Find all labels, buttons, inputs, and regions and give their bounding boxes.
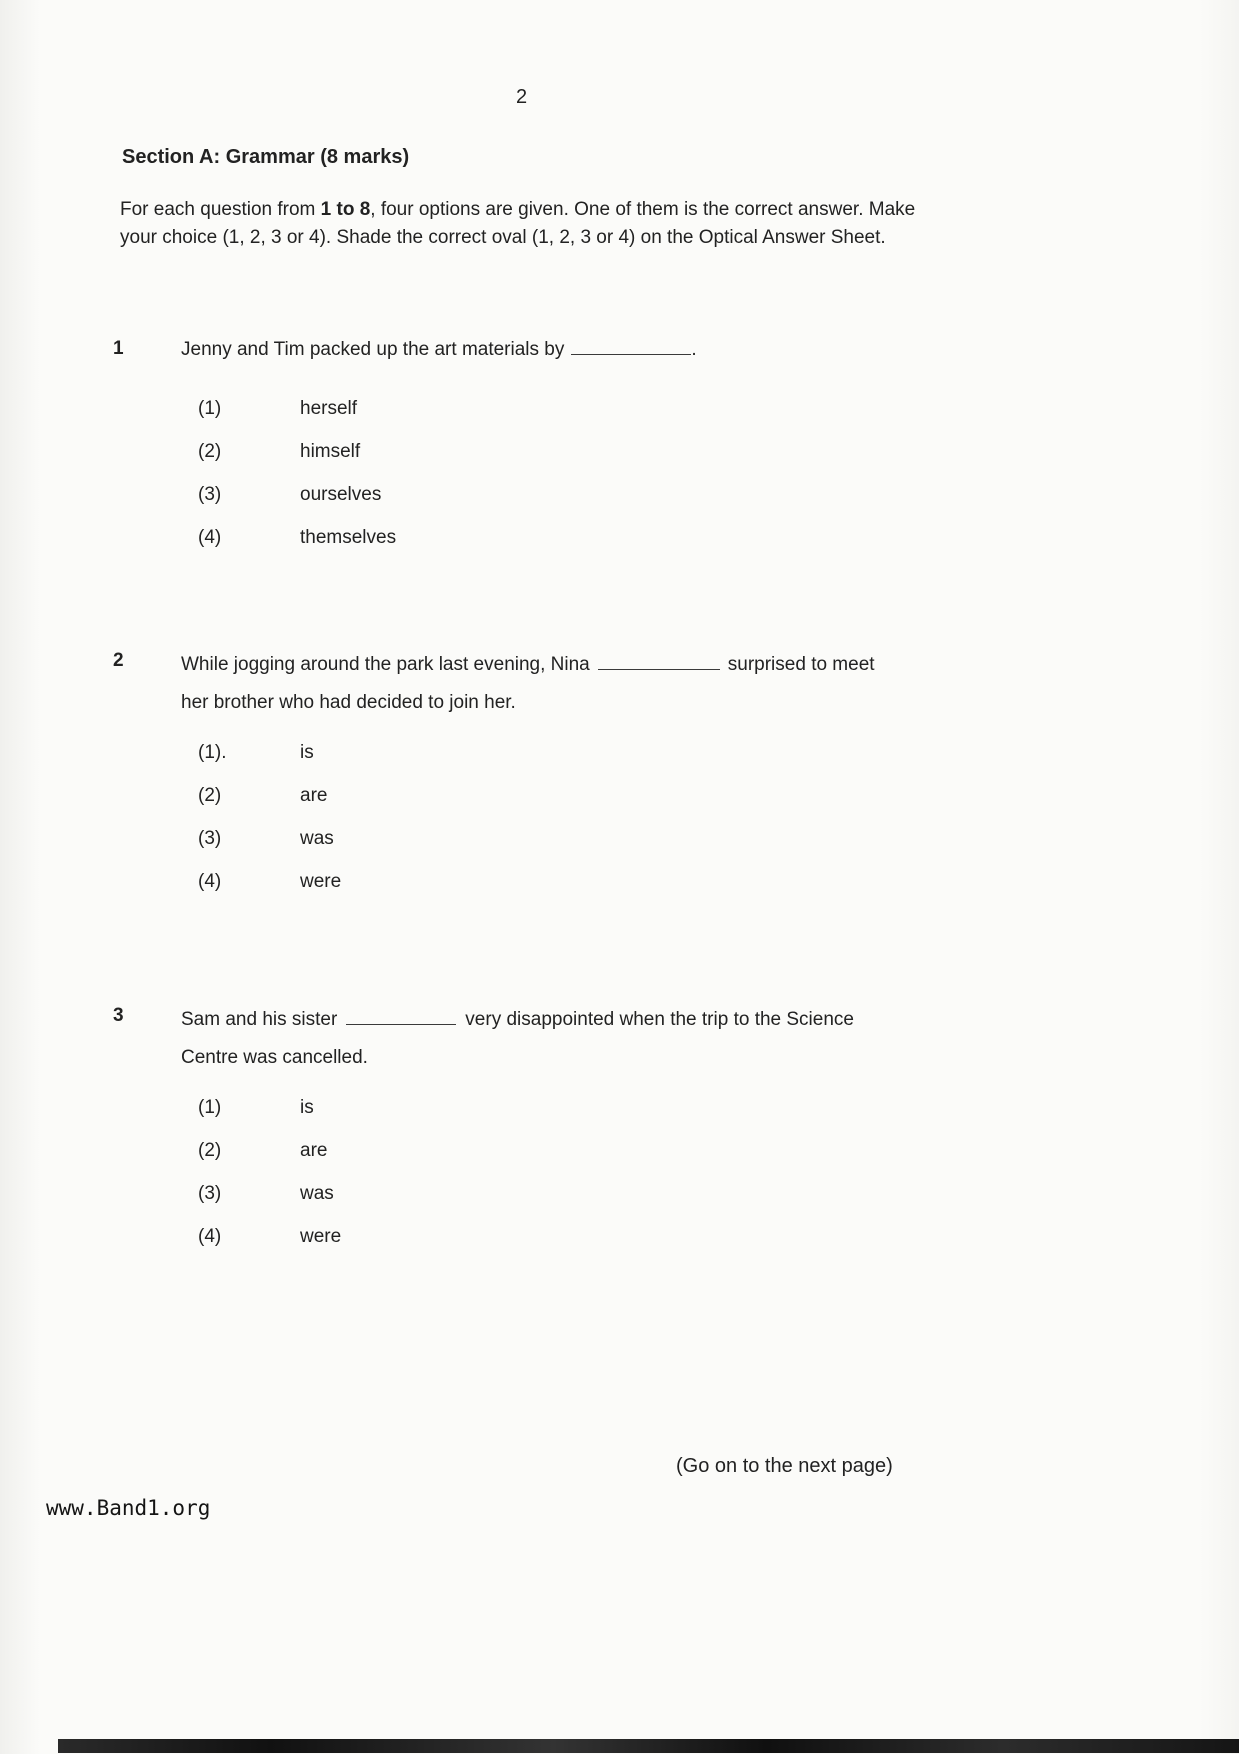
option-row bbox=[198, 1179, 933, 1208]
options-list bbox=[198, 738, 933, 896]
option-text: herself bbox=[300, 398, 358, 419]
question-text-after: surprised to meet her brother who had decided to join her. bbox=[181, 654, 875, 713]
question-1 bbox=[113, 334, 933, 566]
option-text: ourselves bbox=[300, 484, 382, 505]
option-row bbox=[198, 437, 933, 466]
option-label: (2) bbox=[198, 441, 222, 462]
option-label: (1) bbox=[198, 398, 222, 419]
question-text-before: Sam and his sister bbox=[181, 1009, 338, 1030]
option-text: themselves bbox=[300, 527, 397, 548]
question-number: 1 bbox=[113, 338, 124, 359]
question-text-before: Jenny and Tim packed up the art materials by bbox=[181, 339, 565, 360]
answer-blank bbox=[598, 649, 720, 670]
option-label: (1). bbox=[198, 742, 227, 763]
instructions bbox=[120, 196, 938, 252]
option-label: (4) bbox=[198, 527, 222, 548]
question-2 bbox=[113, 646, 933, 910]
option-text: were bbox=[300, 1226, 342, 1247]
option-label: (4) bbox=[198, 871, 222, 892]
options-list bbox=[198, 394, 933, 552]
section-title: Section A: Grammar (8 marks) bbox=[122, 146, 410, 168]
question-text-after: very disappointed when the trip to the Science Centre was cancelled. bbox=[181, 1009, 854, 1068]
question-text bbox=[181, 646, 905, 722]
option-label: (1) bbox=[198, 1097, 222, 1118]
option-text: himself bbox=[300, 441, 361, 462]
question-text bbox=[181, 1001, 867, 1077]
option-text: were bbox=[300, 871, 342, 892]
option-text: is bbox=[300, 742, 314, 763]
option-row bbox=[198, 480, 933, 509]
option-label: (3) bbox=[198, 828, 222, 849]
options-list bbox=[198, 1093, 933, 1251]
answer-blank bbox=[571, 334, 691, 355]
instructions-part-bold: 1 to 8 bbox=[320, 199, 371, 220]
instructions-part-1: For each question from bbox=[120, 199, 321, 220]
option-text: are bbox=[300, 785, 328, 806]
watermark: www.Band1.org bbox=[46, 1496, 211, 1520]
question-text-before: While jogging around the park last evening, Nina bbox=[181, 654, 590, 675]
option-text: was bbox=[300, 828, 334, 849]
option-row bbox=[198, 738, 933, 767]
option-label: (2) bbox=[198, 1140, 222, 1161]
option-row bbox=[198, 1093, 933, 1122]
option-row bbox=[198, 824, 933, 853]
option-label: (3) bbox=[198, 1183, 222, 1204]
question-text bbox=[181, 334, 891, 364]
option-label: (2) bbox=[198, 785, 222, 806]
option-row bbox=[198, 394, 933, 423]
option-text: was bbox=[300, 1183, 334, 1204]
option-row bbox=[198, 1222, 933, 1251]
option-row bbox=[198, 523, 933, 552]
option-row bbox=[198, 1136, 933, 1165]
option-label: (4) bbox=[198, 1226, 222, 1247]
option-row bbox=[198, 781, 933, 810]
question-text-after: . bbox=[691, 339, 697, 360]
question-number: 3 bbox=[113, 1005, 124, 1026]
question-3 bbox=[113, 1001, 933, 1265]
page-number: 2 bbox=[516, 86, 528, 108]
question-number: 2 bbox=[113, 650, 124, 671]
option-label: (3) bbox=[198, 484, 222, 505]
answer-blank bbox=[346, 1004, 456, 1025]
option-row bbox=[198, 867, 933, 896]
footer-note: (Go on to the next page) bbox=[676, 1455, 893, 1477]
scan-bottom-bar bbox=[58, 1739, 1239, 1753]
instructions-part-2: , four options are given. One of them is the correct answer. Make your choice (1, 2, 3 or 4). Shade the correct oval (1, 2, 3 or 4) on the Optical Answer Sheet. bbox=[120, 199, 916, 248]
option-text: is bbox=[300, 1097, 314, 1118]
option-text: are bbox=[300, 1140, 328, 1161]
